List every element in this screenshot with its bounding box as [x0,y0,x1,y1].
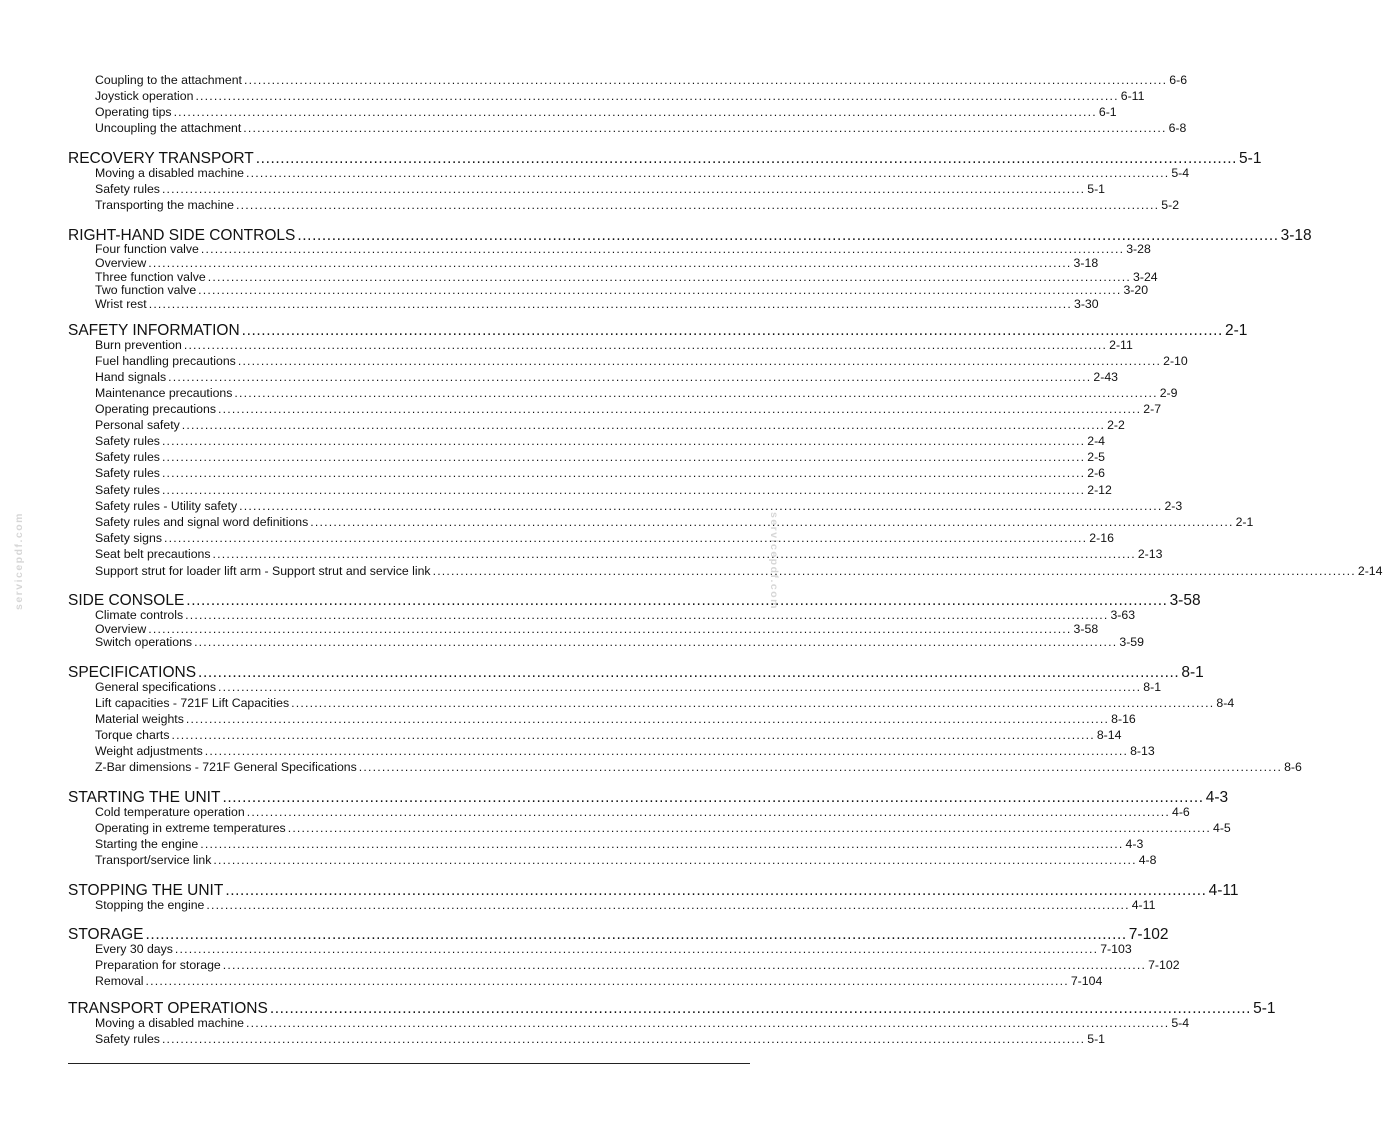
section-heading: RECOVERY TRANSPORT ........................................................................................................................................................................................................ 5-1 [68,150,1262,167]
entry-text: Moving a disabled machine [95,1016,245,1030]
entry-page: 5-1 [1087,1032,1106,1046]
entry-text: Safety rules - Utility safety [95,499,238,513]
entry-text: Stopping the engine [95,898,205,912]
index-entry: Joystick operation ........................................................................................................................................................................................................ 6-11 [95,89,1145,103]
index-entry: Fuel handling precautions ........................................................................................................................................................................................................ 2-10 [95,354,1188,368]
section-title: STORAGE [68,926,144,943]
entry-page: 2-10 [1163,354,1188,368]
section-page: 3-18 [1280,227,1312,244]
index-entry: Safety rules and signal word definitions ........................................................................................................................................................................................................ 2-1 [95,515,1254,529]
section-title: RECOVERY TRANSPORT [68,150,254,167]
index-entry: Coupling to the attachment ........................................................................................................................................................................................................ 6-6 [95,73,1188,87]
entry-page: 3-24 [1133,270,1158,284]
entry-text: Overview [95,622,147,636]
index-entry: Switch operations ........................................................................................................................................................................................................ 3-59 [95,635,1144,649]
index-entry: Three function valve ........................................................................................................................................................................................................ 3-24 [95,270,1158,284]
index-entry: Safety rules ........................................................................................................................................................................................................ 5-1 [95,1032,1106,1046]
entry-text: Hand signals [95,370,167,384]
entry-text: Fuel handling precautions [95,354,236,368]
section-heading: SPECIFICATIONS ........................................................................................................................................................................................................ 8-1 [68,664,1204,681]
entry-text: Safety signs [95,531,162,545]
entry-page: 2-9 [1159,386,1178,400]
entry-page: 7-102 [1148,958,1180,972]
entry-text: Personal safety [95,418,180,432]
entry-page: 2-12 [1087,483,1112,497]
entry-page: 7-103 [1100,942,1132,956]
index-entry: Hand signals ........................................................................................................................................................................................................ 2-43 [95,370,1119,384]
index-entry: Maintenance precautions ........................................................................................................................................................................................................ 2-9 [95,386,1178,400]
index-entry: Stopping the engine ........................................................................................................................................................................................................ 4-11 [95,898,1156,912]
entry-page: 6-11 [1120,89,1145,103]
entry-text: Support strut for loader lift arm - Support strut and service link [95,564,431,578]
entry-page: 2-43 [1093,370,1119,384]
entry-text: Two function valve [95,283,197,297]
index-entry: Operating precautions ........................................................................................................................................................................................................ 2-7 [95,402,1162,416]
index-entry: Support strut for loader lift arm - Support strut and service link ........................................................................................................................................................................................................ 2-14 [95,564,1383,578]
section-heading: RIGHT-HAND SIDE CONTROLS ........................................................................................................................................................................................................ 3-18 [68,227,1312,244]
entry-text: Z-Bar dimensions - 721F General Specifications [95,760,357,774]
entry-text: Safety rules [95,450,160,464]
entry-text: Operating precautions [95,402,216,416]
entry-page: 4-5 [1213,821,1231,835]
entry-text: Material weights [95,712,184,726]
section-heading: STOPPING THE UNIT ........................................................................................................................................................................................................ 4-11 [68,882,1239,899]
entry-text: Every 30 days [95,942,173,956]
index-entry: Personal safety ........................................................................................................................................................................................................ 2-2 [95,418,1125,432]
section-title: SAFETY INFORMATION [68,322,240,339]
entry-page: 2-13 [1137,547,1163,561]
entry-text: Burn prevention [95,338,182,352]
entry-page: 8-1 [1143,680,1162,694]
entry-page: 2-1 [1235,515,1254,529]
entry-page: 2-6 [1087,466,1106,480]
entry-text: Lift capacities - 721F Lift Capacities [95,696,290,710]
index-entry: Wrist rest ........................................................................................................................................................................................................ 3-30 [95,297,1099,311]
entry-text: General specifications [95,680,216,694]
entry-text: Preparation for storage [95,958,221,972]
entry-page: 7-104 [1070,974,1103,988]
index-entry: Operating in extreme temperatures ........................................................................................................................................................................................................ 4-5 [95,821,1231,835]
entry-text: Operating in extreme temperatures [95,821,286,835]
index-entry: Burn prevention ........................................................................................................................................................................................................ 2-11 [95,338,1133,352]
entry-page: 3-20 [1123,283,1149,297]
section-heading: TRANSPORT OPERATIONS ........................................................................................................................................................................................................ 5-1 [68,1000,1276,1017]
entry-text: Removal [95,974,144,988]
entry-text: Transporting the machine [95,198,234,212]
index-entry: General specifications ........................................................................................................................................................................................................ 8-1 [95,680,1162,694]
entry-page: 5-1 [1087,182,1106,196]
entry-page: 2-7 [1143,402,1162,416]
entry-page: 4-6 [1172,805,1190,819]
entry-text: Safety rules [95,434,160,448]
index-entry: Transporting the machine ........................................................................................................................................................................................................ 5-2 [95,198,1180,212]
entry-text: Four function valve [95,242,199,256]
index-entry: Safety rules ........................................................................................................................................................................................................ 2-5 [95,450,1106,464]
entry-page: 2-16 [1089,531,1114,545]
section-page: 4-3 [1205,789,1229,806]
section-page: 7-102 [1128,926,1169,943]
section-title: RIGHT-HAND SIDE CONTROLS [68,227,296,244]
section-page: 3-58 [1169,592,1201,609]
entry-text: Safety rules [95,1032,160,1046]
index-entry: Four function valve ........................................................................................................................................................................................................ 3-28 [95,242,1151,256]
entry-text: Overview [95,256,147,270]
index-entry: Safety rules ........................................................................................................................................................................................................ 2-12 [95,483,1112,497]
index-entry: Weight adjustments ........................................................................................................................................................................................................ 8-13 [95,744,1155,758]
entry-page: 6-6 [1169,73,1188,87]
entry-text: Climate controls [95,608,184,622]
entry-page: 2-14 [1357,564,1383,578]
index-entry: Climate controls ........................................................................................................................................................................................................ 3-63 [95,608,1136,622]
entry-text: Safety rules [95,466,160,480]
entry-page: 3-18 [1073,256,1099,270]
entry-page: 2-5 [1087,450,1106,464]
section-title: TRANSPORT OPERATIONS [68,1000,268,1017]
watermark-right: servicepdf.com [768,511,781,611]
index-entry: Removal ........................................................................................................................................................................................................ 7-104 [95,974,1103,988]
section-heading: SIDE CONSOLE ........................................................................................................................................................................................................ 3-58 [68,592,1201,609]
section-page: 5-1 [1253,1000,1276,1017]
index-entry: Safety rules ........................................................................................................................................................................................................ 5-1 [95,182,1106,196]
index-entry: Starting the engine ........................................................................................................................................................................................................ 4-3 [95,837,1144,851]
section-page: 2-1 [1224,322,1248,339]
entry-page: 3-30 [1074,297,1099,311]
entry-text: Weight adjustments [95,744,203,758]
index-entry: Safety rules ........................................................................................................................................................................................................ 2-4 [95,434,1106,448]
watermark-left: servicepdf.com [13,511,26,611]
section-title: SIDE CONSOLE [68,592,185,609]
index-entry: Transport/service link ........................................................................................................................................................................................................ 4-8 [95,853,1157,867]
entry-page: 4-11 [1131,898,1156,912]
entry-text: Safety rules [95,483,160,497]
entry-page: 5-4 [1171,1016,1190,1030]
entry-page: 8-16 [1111,712,1136,726]
section-heading: STARTING THE UNIT ........................................................................................................................................................................................................ 4-3 [68,789,1229,806]
entry-text: Uncoupling the attachment [95,121,242,135]
index-entry: Z-Bar dimensions - 721F General Specifications ........................................................................................................................................................................................................ 8-6 [95,760,1302,774]
entry-page: 5-2 [1161,198,1180,212]
index-entry: Cold temperature operation ........................................................................................................................................................................................................ 4-6 [95,805,1190,819]
footer-divider [68,1063,750,1064]
index-entry: Overview ........................................................................................................................................................................................................ 3-58 [95,622,1099,636]
index-entry: Uncoupling the attachment ........................................................................................................................................................................................................ 6-8 [95,121,1187,135]
section-heading: STORAGE ........................................................................................................................................................................................................ 7-102 [68,926,1169,943]
entry-page: 2-3 [1164,499,1183,513]
entry-text: Safety rules and signal word definitions [95,515,309,529]
index-entry: Overview ........................................................................................................................................................................................................ 3-18 [95,256,1099,270]
section-page: 5-1 [1239,150,1262,167]
entry-text: Torque charts [95,728,170,742]
entry-page: 3-59 [1119,635,1144,649]
entry-text: Maintenance precautions [95,386,233,400]
index-entry: Two function valve ........................................................................................................................................................................................................ 3-20 [95,283,1149,297]
section-title: STOPPING THE UNIT [68,882,224,899]
index-entry: Moving a disabled machine ........................................................................................................................................................................................................ 5-4 [95,1016,1190,1030]
index-entry: Material weights ........................................................................................................................................................................................................ 8-16 [95,712,1136,726]
entry-page: 6-8 [1168,121,1187,135]
entry-page: 5-4 [1171,166,1190,180]
entry-page: 8-4 [1216,696,1235,710]
entry-page: 2-11 [1109,338,1133,352]
entry-page: 3-28 [1126,242,1151,256]
section-title: SPECIFICATIONS [68,664,197,681]
entry-page: 3-63 [1110,608,1136,622]
index-entry: Safety rules ........................................................................................................................................................................................................ 2-6 [95,466,1106,480]
entry-page: 6-1 [1098,105,1117,119]
index-entry: Lift capacities - 721F Lift Capacities ........................................................................................................................................................................................................ 8-4 [95,696,1235,710]
entry-text: Starting the engine [95,837,199,851]
index-entry: Safety signs ........................................................................................................................................................................................................ 2-16 [95,531,1114,545]
index-entry: Preparation for storage ........................................................................................................................................................................................................ 7-102 [95,958,1180,972]
entry-text: Transport/service link [95,853,212,867]
entry-text: Moving a disabled machine [95,166,245,180]
entry-page: 8-13 [1130,744,1155,758]
entry-text: Seat belt precautions [95,547,211,561]
entry-text: Cold temperature operation [95,805,245,819]
index-entry: Torque charts ........................................................................................................................................................................................................ 8-14 [95,728,1122,742]
index-entry: Safety rules - Utility safety ........................................................................................................................................................................................................ 2-3 [95,499,1183,513]
index-entry: Every 30 days ........................................................................................................................................................................................................ 7-103 [95,942,1132,956]
entry-text: Joystick operation [95,89,194,103]
entry-page: 8-14 [1096,728,1122,742]
section-heading: SAFETY INFORMATION ........................................................................................................................................................................................................ 2-1 [68,322,1248,339]
entry-page: 2-2 [1107,418,1125,432]
section-page: 4-11 [1208,882,1239,899]
entry-page: 4-3 [1125,837,1144,851]
entry-text: Operating tips [95,105,172,119]
entry-page: 2-4 [1087,434,1106,448]
entry-text: Coupling to the attachment [95,73,242,87]
entry-page: 3-58 [1073,622,1099,636]
entry-page: 4-8 [1138,853,1157,867]
entry-text: Wrist rest [95,297,147,311]
section-page: 8-1 [1181,664,1204,681]
entry-text: Safety rules [95,182,160,196]
index-entry: Seat belt precautions ........................................................................................................................................................................................................ 2-13 [95,547,1163,561]
entry-text: Switch operations [95,635,193,649]
index-entry: Moving a disabled machine ........................................................................................................................................................................................................ 5-4 [95,166,1190,180]
section-title: STARTING THE UNIT [68,789,221,806]
entry-text: Three function valve [95,270,206,284]
index-entry: Operating tips ........................................................................................................................................................................................................ 6-1 [95,105,1117,119]
entry-page: 8-6 [1284,760,1302,774]
